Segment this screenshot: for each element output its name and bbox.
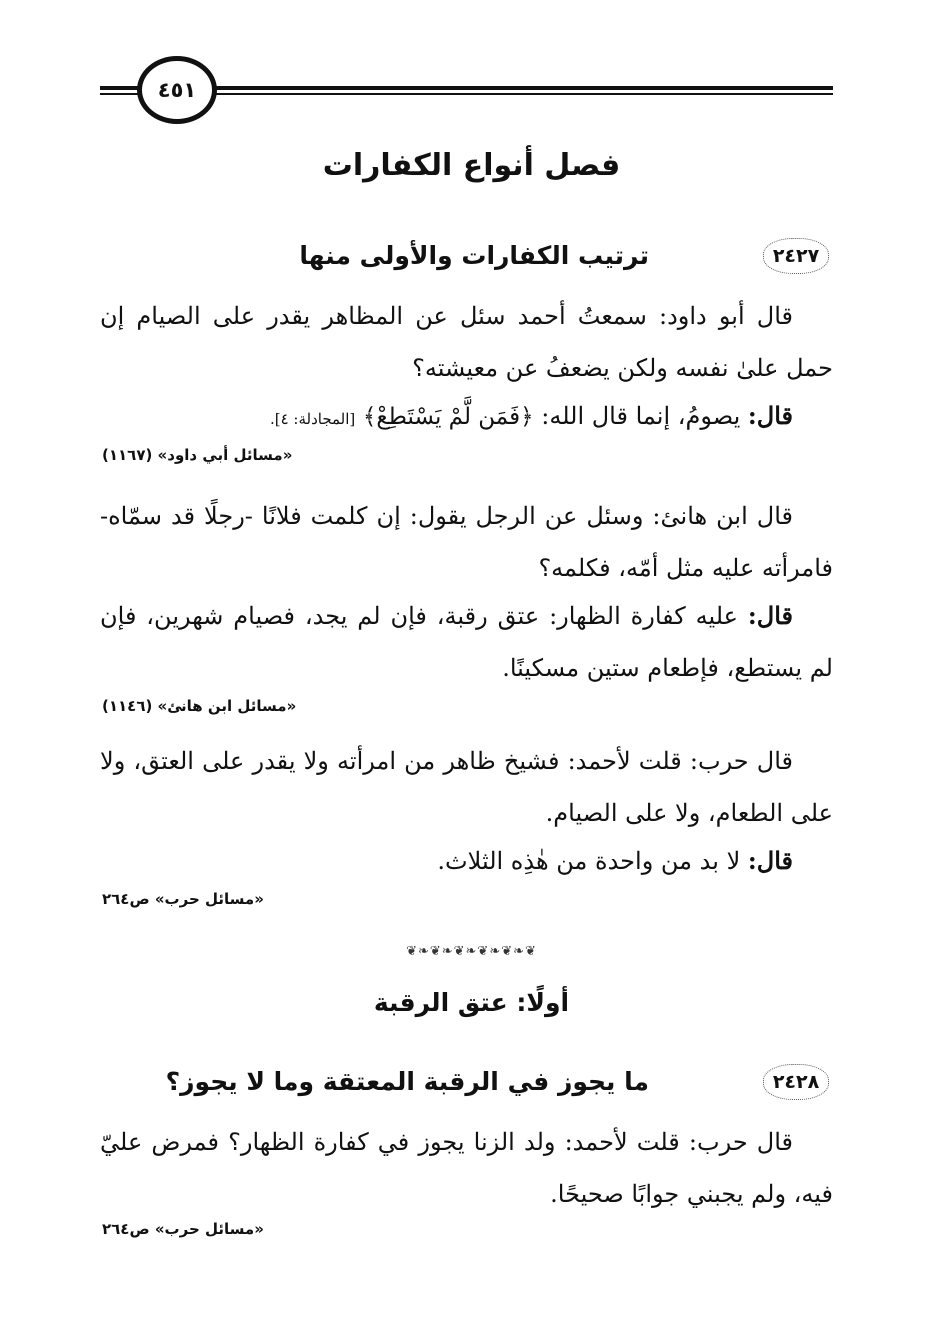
page-number: ٤٥١: [137, 56, 217, 124]
paragraph-abu-dawud-answer: [100, 390, 833, 445]
chapter-title: فصل أنواع الكفارات: [322, 148, 621, 183]
answer-text: لا بد من واحدة من هٰذِه الثلاث.: [437, 847, 741, 875]
section-title: أولًا: عتق الرقبة: [373, 988, 570, 1017]
ornament-divider: ❦❧❦❧❦❧❦❧❦❧❦: [406, 944, 537, 959]
issue-title: ما يجوز في الرقبة المعتقة وما لا يجوز؟: [165, 1067, 649, 1096]
source-citation: «مسائل ابن هانئ» (١١٤٦): [102, 697, 297, 715]
answer-lead: قال:: [747, 401, 793, 430]
paragraph-harb-answer: [100, 835, 833, 887]
source-citation: «مسائل حرب» ص٢٦٤: [102, 1220, 264, 1238]
paragraph-ibn-hani-question: قال ابن هانئ: وسئل عن الرجل يقول: إن كلمت فلانًا -رجلًا قد سمّاه- فامرأته عليه مثل أمّه، فكلمه؟: [100, 502, 833, 582]
quran-reference: [المجادلة: ٤].: [269, 410, 356, 428]
issue-heading-2428: [110, 1062, 833, 1110]
issue-number-badge: ٢٤٢٨: [759, 1062, 833, 1102]
paragraph-harb-question-2: قال حرب: قلت لأحمد: ولد الزنا يجوز في كفارة الظهار؟ فمرض عليّ فيه، ولم يجبني جوابًا صحيحًا.: [100, 1128, 833, 1208]
answer-text: عليه كفارة الظهار: عتق رقبة، فإن لم يجد، فصيام شهرين، فإن لم يستطع، فإطعام ستين مسكينًا.: [100, 602, 833, 682]
issue-heading-2427: [110, 236, 833, 284]
issue-title: ترتيب الكفارات والأولى منها: [299, 241, 649, 270]
answer-lead: قال:: [747, 601, 793, 630]
answer-text: يصومُ، إنما قال الله:: [541, 402, 741, 430]
paragraph-ibn-hani-answer: [100, 590, 833, 694]
paragraph-abu-dawud-question: قال أبو داود: سمعتُ أحمد سئل عن المظاهر يقدر على الصيام إن حمل علىٰ نفسه ولكن يضعفُ عن معيشته؟: [100, 302, 833, 382]
quran-quote: ﴿فَمَن لَّمْ يَسْتَطِعْ﴾: [362, 404, 534, 430]
source-citation: «مسائل أبي داود» (١١٦٧): [102, 446, 293, 464]
issue-number-badge: ٢٤٢٧: [759, 236, 833, 276]
paragraph-harb-question: قال حرب: قلت لأحمد: فشيخ ظاهر من امرأته ولا يقدر على العتق، ولا على الطعام، ولا على الصيام.: [100, 747, 833, 827]
answer-lead: قال:: [747, 846, 793, 875]
source-citation: «مسائل حرب» ص٢٦٤: [102, 890, 264, 908]
